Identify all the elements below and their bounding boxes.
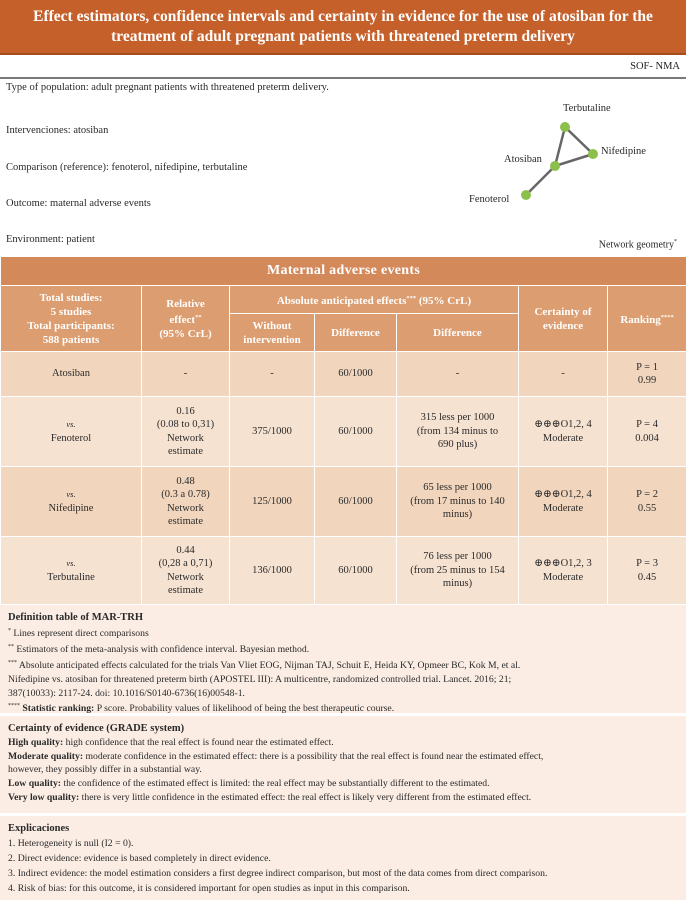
footnote-4: **** Statistic ranking: P score. Probability values of likelihood of being the best therapeutic course.: [8, 703, 395, 715]
difference-detail: 65 less per 1000 (from 17 minus to 140 minus): [397, 467, 519, 537]
row-name: vs. Fenoterol: [1, 397, 142, 467]
difference-detail: 76 less per 1000 (from 25 minus to 154 minus): [397, 537, 519, 605]
network-geometry-diagram: [450, 100, 686, 260]
definitions-title: Definition table of MAR-TRH: [8, 612, 144, 623]
grade-moderate: Moderate quality: moderate confidence in the estimated effect: there is a possibility that the real effect is found near the estimated effect,: [8, 750, 544, 762]
footnote-2: ** Estimators of the meta-analysis with confidence interval. Bayesian method.: [8, 643, 310, 656]
header-relative-effect: Relative effect** (95% CrL): [142, 286, 230, 352]
explanation-item: 2. Direct evidence: evidence is based completely in direct evidence.: [8, 853, 271, 864]
ranking: P = 3 0.45: [608, 537, 686, 605]
table-row: [1, 352, 686, 397]
explanation-item: 1. Heterogeneity is null (I2 = 0).: [8, 837, 134, 849]
definition-notes: [0, 605, 686, 713]
ranking: P = 4 0.004: [608, 397, 686, 467]
title-line-2: treatment of adult pregnant patients with threatened preterm delivery: [111, 28, 575, 45]
grade-moderate-cont: however, they possibly differ in a substantial way.: [8, 764, 202, 776]
header-difference: Difference: [315, 314, 397, 352]
explanation-item: 3. Indirect evidence: the model estimation considers a first degree indirect comparison, but most of the data comes from direct comparison.: [8, 868, 548, 880]
node-label-atosiban: Atosiban: [504, 154, 542, 165]
footnote-3: *** Absolute anticipated effects calculated for the trials Van Vliet EOG, Nijman TAJ, Schuit E, Heida KY, Opmeer BC, Kok M, et al.: [8, 659, 521, 672]
difference: 60/1000: [315, 352, 397, 397]
divider: [0, 77, 686, 79]
header-ranking: Ranking****: [608, 286, 686, 352]
grade-section: [0, 716, 686, 813]
node-label-terbutaline: Terbutaline: [563, 103, 611, 114]
relative-effect: 0.48 (0.3 a 0.78) Network estimate: [142, 467, 230, 537]
node-terbutaline: [560, 122, 570, 132]
without-intervention: 136/1000: [230, 537, 315, 605]
without-intervention: -: [230, 352, 315, 397]
difference: 60/1000: [315, 467, 397, 537]
sof-nma-tag: SOF- NMA: [630, 61, 680, 72]
grade-low: Low quality: the confidence of the estimated effect is limited: the real effect may be substantially different to the estimated.: [8, 778, 490, 790]
environment-text: Environment: patient: [6, 234, 95, 245]
without-intervention: 375/1000: [230, 397, 315, 467]
network-caption: Network geometry*: [598, 239, 677, 251]
explanations-section: [0, 816, 686, 900]
node-fenoterol: [521, 190, 531, 200]
ranking: P = 1 0.99: [608, 352, 686, 397]
certainty: ⊕⊕⊕O1,2, 4 Moderate: [519, 467, 608, 537]
grade-title: Certainty of evidence (GRADE system): [8, 723, 185, 734]
certainty: ⊕⊕⊕O1,2, 3 Moderate: [519, 537, 608, 605]
difference-detail: 315 less per 1000 (from 134 minus to 690 plus): [397, 397, 519, 467]
grade-very-low: Very low quality: there is very little confidence in the estimated effect: the real effect is likely very different from the estimated effect.: [8, 791, 532, 803]
network-graph-icon: [450, 100, 686, 260]
comparison-text: Comparison (reference): fenoterol, nifedipine, terbutaline: [6, 162, 248, 173]
header-without-intervention: Without intervention: [230, 314, 315, 352]
footnote-3-cont: Nifedipine vs. atosiban for threatened preterm birth (APOSTEL III): A multicentre, randomized controlled trial. Lancet. 2016; 21;: [8, 673, 512, 685]
footnote-1: * Lines represent direct comparisons: [8, 627, 149, 640]
header-absolute-effects: Absolute anticipated effects*** (95% CrL): [230, 286, 519, 314]
grade-high: High quality: high confidence that the real effect is found near the estimated effect.: [8, 736, 334, 748]
row-name: vs. Terbutaline: [1, 537, 142, 605]
header-certainty: Certainty of evidence: [519, 286, 608, 352]
results-table: [0, 256, 686, 605]
row-name: Atosiban: [1, 352, 142, 397]
table-row: [1, 397, 686, 467]
footnote-3-cont2: 387(10033): 2117-24. doi: 10.1016/S0140-6736(16)00548-1.: [8, 687, 245, 699]
certainty: -: [519, 352, 608, 397]
row-name: vs. Nifedipine: [1, 467, 142, 537]
table-row: [1, 467, 686, 537]
without-intervention: 125/1000: [230, 467, 315, 537]
relative-effect: -: [142, 352, 230, 397]
certainty: ⊕⊕⊕O1,2, 4 Moderate: [519, 397, 608, 467]
difference: 60/1000: [315, 397, 397, 467]
relative-effect: 0.44 (0,28 a 0,71) Network estimate: [142, 537, 230, 605]
population-text: Type of population: adult pregnant patients with threatened preterm delivery.: [6, 82, 329, 93]
difference-detail: -: [397, 352, 519, 397]
node-nifedipine: [588, 149, 598, 159]
explanation-item: 4. Risk of bias: for this outcome, it is considered important for open studies as input in this comparison.: [8, 883, 410, 895]
node-label-fenoterol: Fenoterol: [469, 194, 510, 205]
table-title: Maternal adverse events: [1, 257, 686, 286]
outcome-text: Outcome: maternal adverse events: [6, 198, 151, 209]
node-label-nifedipine: Nifedipine: [601, 146, 646, 157]
node-atosiban: [550, 161, 560, 171]
title-line-1: Effect estimators, confidence intervals and certainty in evidence for the use of atosiban for the: [33, 8, 653, 25]
relative-effect: 0.16 (0.08 to 0,31) Network estimate: [142, 397, 230, 467]
table-row: [1, 537, 686, 605]
interventions-text: Intervenciones: atosiban: [6, 125, 109, 136]
difference: 60/1000: [315, 537, 397, 605]
explanations-title: Explicaciones: [8, 823, 70, 834]
header-studies: Total studies: 5 studies Total participants: 588 patients: [1, 286, 142, 352]
title-banner: [0, 0, 686, 55]
header-difference-2: Difference: [397, 314, 519, 352]
ranking: P = 2 0.55: [608, 467, 686, 537]
